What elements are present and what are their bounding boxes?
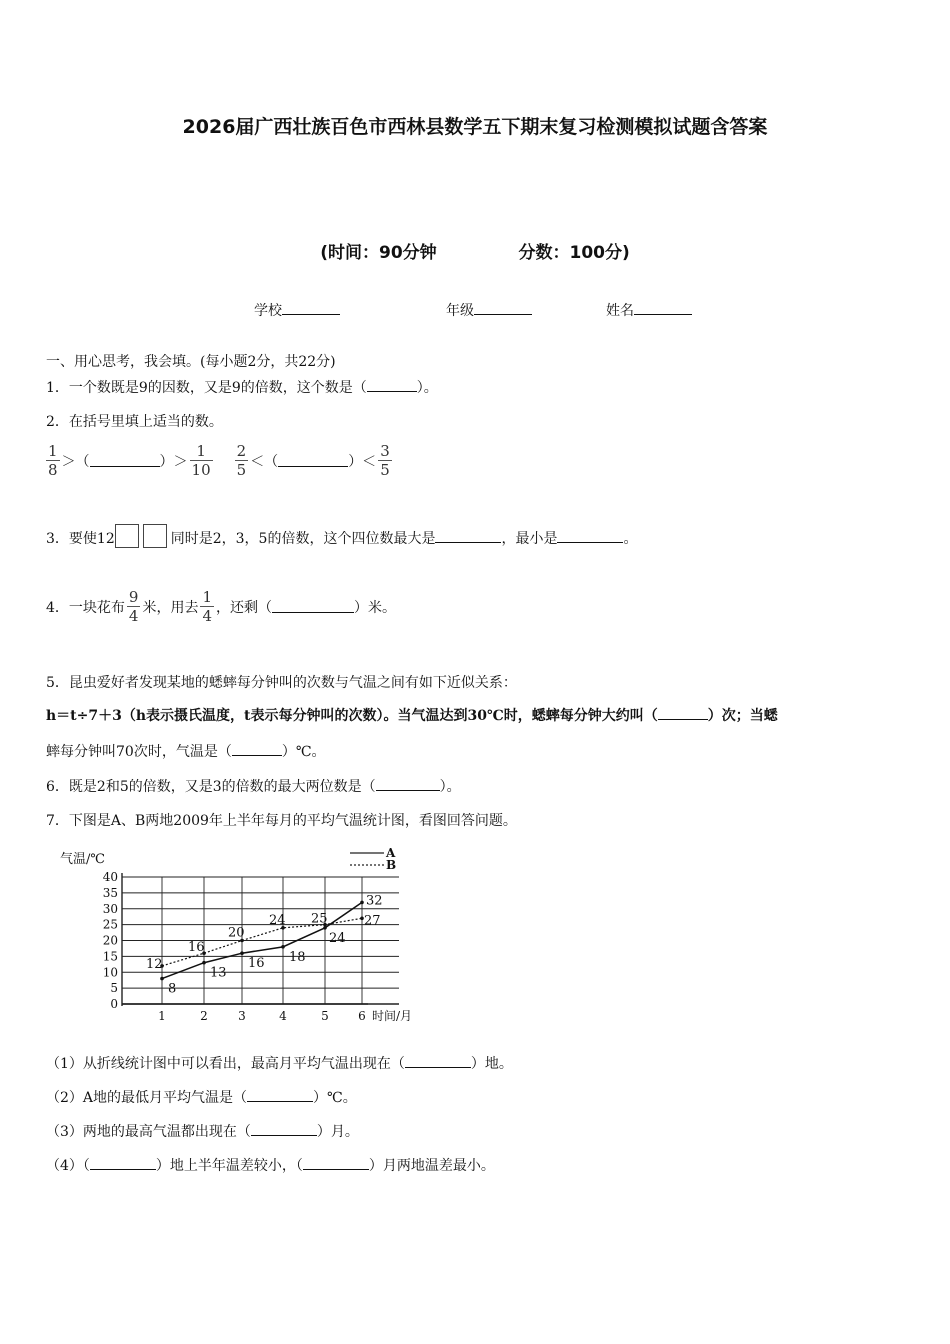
answer-blank[interactable] — [376, 778, 440, 791]
y-tick-label: 5 — [110, 981, 118, 996]
answer-blank[interactable] — [405, 1055, 471, 1068]
question-4: 4．一块花布 $\frac{9}{4}$ 米，用去 $\frac{1}{4}$ ，还剩（ ）米。 — [46, 588, 397, 625]
chart-svg — [54, 843, 444, 1023]
x-axis-label: 时间/月 — [372, 1009, 413, 1023]
answer-blank[interactable] — [232, 743, 282, 756]
data-label: 32 — [366, 893, 383, 909]
y-tick-label: 25 — [102, 917, 118, 932]
question-6: 6．既是2和5的倍数，又是3的倍数的最大两位数是（ ）。 — [46, 779, 461, 795]
temperature-line-chart — [54, 843, 444, 1023]
question-7: 7．下图是A、B两地2009年上半年每月的平均气温统计图，看图回答问题。 — [46, 813, 517, 829]
x-tick-label: 4 — [279, 1009, 287, 1023]
x-tick-label: 2 — [200, 1009, 208, 1023]
fraction: $\frac{3}{5}$ — [380, 442, 390, 479]
sub-question-2: （2）A地的最低月平均气温是（ ）℃。 — [46, 1090, 357, 1106]
x-tick-label: 5 — [321, 1009, 329, 1023]
answer-blank[interactable] — [90, 1157, 156, 1170]
fraction: $\frac{1}{8}$ — [48, 442, 58, 479]
sub-question-3: （3）两地的最高气温都出现在（ ）月。 — [46, 1124, 359, 1140]
fraction: $\frac{2}{5}$ — [236, 442, 247, 479]
page-title: 2026届广西壮族百色市西林县数学五下期末复习检测模拟试题含答案 — [182, 116, 768, 138]
answer-blank[interactable] — [367, 379, 417, 392]
data-point — [281, 945, 285, 949]
data-label: 18 — [289, 949, 306, 965]
question-5-cont: 蟀每分钟叫70次时，气温是（ ）℃。 — [46, 744, 326, 760]
answer-blank[interactable] — [251, 1123, 317, 1136]
data-label: 16 — [188, 940, 205, 956]
fraction: $\frac{1}{4}$ — [202, 588, 213, 625]
sub-question-4: （4）（ ）地上半年温差较小，（ ）月两地温差最小。 — [46, 1158, 495, 1174]
data-label: 12 — [146, 956, 163, 972]
answer-blank[interactable] — [658, 707, 708, 720]
data-label: 13 — [210, 965, 227, 981]
question-2-inequality: $\frac{1}{8}$ ＞（ ）＞ $\frac{1}{10}$ $\frac{2}{5}$ ＜（ ）＜ $\frac{3}{5}$ — [48, 442, 390, 479]
y-tick-label: 30 — [102, 901, 118, 916]
answer-blank[interactable] — [247, 1089, 313, 1102]
y-tick-label: 10 — [102, 965, 118, 980]
data-point — [240, 951, 244, 955]
y-tick-label: 15 — [102, 949, 118, 964]
digit-box[interactable] — [143, 524, 167, 548]
data-point — [202, 961, 206, 965]
exam-subtitle — [0, 238, 950, 263]
data-point — [160, 977, 164, 981]
legend-label: A — [386, 846, 396, 860]
y-axis-label: 气温/℃ — [60, 852, 105, 867]
x-tick-label: 6 — [358, 1009, 366, 1023]
fraction: $\frac{9}{4}$ — [128, 588, 139, 625]
data-label: 24 — [269, 912, 286, 928]
answer-blank[interactable] — [557, 530, 623, 543]
data-label: 25 — [311, 911, 328, 927]
legend-label: B — [386, 858, 397, 872]
data-label: 24 — [329, 930, 346, 946]
question-1: 1．一个数既是9的因数，又是9的倍数，这个数是（ ）。 — [46, 380, 438, 396]
y-tick-label: 40 — [102, 870, 118, 884]
answer-blank[interactable] — [90, 454, 160, 467]
answer-blank[interactable] — [435, 530, 501, 543]
data-label: 20 — [228, 925, 245, 941]
data-label: 8 — [168, 981, 177, 997]
y-tick-label: 0 — [110, 997, 118, 1011]
x-tick-label: 3 — [238, 1009, 246, 1023]
school-field[interactable]: 学校 — [254, 300, 340, 320]
grade-field[interactable]: 年级 — [446, 300, 532, 320]
y-tick-label: 35 — [102, 885, 118, 900]
answer-blank[interactable] — [303, 1157, 369, 1170]
question-3: 3．要使12 同时是2，3，5的倍数，这个四位数最大是 ，最小是 。 — [46, 524, 637, 548]
y-tick-label: 20 — [102, 933, 118, 948]
answer-blank[interactable] — [278, 454, 348, 467]
sub-question-1: （1）从折线统计图中可以看出，最高月平均气温出现在（ ）地。 — [46, 1056, 513, 1072]
question-5: 5．昆虫爱好者发现某地的蟋蟀每分钟叫的次数与气温之间有如下近似关系： — [46, 675, 517, 691]
exam-score: 分数：100分) — [518, 243, 630, 263]
answer-blank[interactable] — [272, 600, 354, 613]
data-label: 16 — [248, 956, 265, 972]
section-heading: 一、用心思考，我会填。(每小题2分，共22分) — [46, 354, 336, 370]
exam-time: (时间：90分钟 — [320, 243, 437, 263]
question-5-formula: h＝t÷7＋3（h表示摄氏温度，t表示每分钟叫的次数）。当气温达到30℃时，蟋蟀每分钟大约叫（ ）次；当蟋 — [46, 708, 778, 724]
name-field[interactable]: 姓名 — [606, 300, 692, 320]
fraction: $\frac{1}{10}$ — [191, 442, 211, 479]
data-point — [360, 901, 364, 905]
data-label: 27 — [364, 913, 381, 929]
question-2: 2．在括号里填上适当的数。 — [46, 414, 223, 430]
digit-box[interactable] — [115, 524, 139, 548]
x-tick-label: 1 — [158, 1009, 166, 1023]
